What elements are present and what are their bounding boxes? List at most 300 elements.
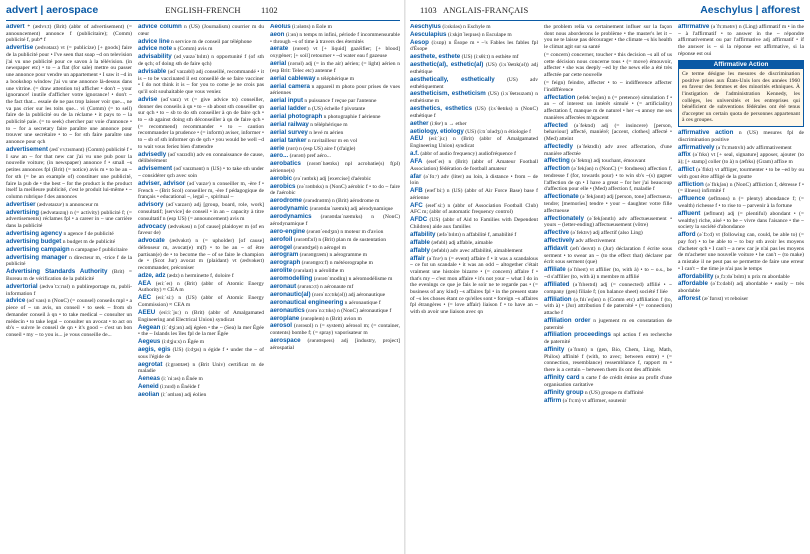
dictionary-entry: [270, 122, 400, 129]
entry-definition: (ɛərəʊdʒel) n aérogel m: [293, 244, 347, 251]
entry-definition: (ɛərəʊˈbætɪks) npl acrobatie(s) f(pl) aérienne(s): [270, 161, 400, 174]
entry-definition: (əˈfɪnɪtɪ) n (gen, Bio, Chem, Ling, Math, Philos) affinité f (with, to avec; between entre) • (= connection, resemblance) ressemblance f, rapport m • there is a certain ~ between them ils ont des affinités: [544, 347, 672, 374]
dictionary-entry: [138, 273, 264, 280]
entry-definition: (æflʊənt) adj (= plentiful) abondant • (= wealthy) riche, aisé • to be ~ vivre dans l'aisance • the ~ society la société d'abondance: [678, 210, 804, 231]
left-section-title: ENGLISH-FRENCH: [165, 5, 241, 15]
dictionary-entry: [410, 232, 538, 239]
dictionary-entry: [270, 284, 400, 291]
dictionary-entry: [544, 297, 672, 317]
entry-definition: n appareil m photo pour prises de vues aériennes: [270, 83, 400, 97]
dictionary-entry: [678, 182, 804, 195]
entry-headword: aerodynamics: [270, 213, 312, 221]
entry-definition: (əˈflɪkt) vt affliger, tourmenter • to be ~ed by ou with gout être affligé de la goutte: [678, 167, 804, 180]
dictionary-entry: [138, 181, 264, 201]
entry-definition: (= feign) feindre, affecter • to ~ indifference affecter l'indifférence: [544, 80, 672, 93]
dictionary-entry: [544, 123, 672, 143]
entry-definition: (iːsɒp) n Ésope m • ~'s Fables les fables fpl d'Ésope: [410, 39, 538, 53]
entry-definition: (ɛərɪ) n (esp US) aire f (d'aigle): [285, 145, 356, 152]
entry-headword: affectively: [544, 237, 575, 245]
entry-headword: aerial ladder: [270, 105, 307, 113]
dictionary-entry: [138, 339, 264, 346]
entry-headword: affliction: [678, 180, 704, 188]
dictionary-entry: [410, 121, 538, 128]
entry-definition: (əˈfɛəʳ) n (= event) affaire f • it was a scandalous ~ ce fut un scandale • it was an odd ~ altogether c'était vraiment une histoire bizarre • (= concern) affaire f • that's my ~ c'est mon affaire • it's not your ~ what I do in the evenings ce que je fais le soir ne te regarde pas • (= business of any kind) ~s affaires fpl • in the present state of ~s les choses étant ce qu'elles sont • foreign ~s affaires fpl étrangères • (= love affair) liaison f • to have an ~ with sb avoir une liaison avec qn: [410, 255, 538, 316]
entry-definition: (ɛəˈrəʊbɪks) n (NonC) aérobic f • to do ~ faire de l'aérobic: [270, 183, 400, 197]
dictionary-entry: [410, 174, 538, 187]
dictionary-entry: [544, 158, 672, 165]
entry-headword: advice column: [138, 24, 182, 30]
entry-headword: AEEU: [138, 308, 156, 316]
entry-definition: n directeur m, -trice f de la publicité: [6, 254, 132, 268]
dictionary-entry: [270, 184, 400, 197]
entry-definition: n (US) mesures fpl de discrimination positive: [678, 129, 804, 143]
entry-definition: (əˈfɪlɪeɪt) vt affilier (to, with à) • to ~ o.s., be ~d s'affilier (to, with à) n membre m affilié: [544, 267, 672, 281]
dictionary-entry: [6, 298, 132, 338]
dictionary-entry: [544, 194, 672, 214]
entry-headword: AFA: [410, 157, 423, 165]
entry-headword: advisement: [138, 165, 173, 173]
entry-definition: (ədˈvaɪzəbl) adj conseillé, recommandé • it is ~ to be vaccinated il est conseillé de se faire vacciner • I do not think it is ~ for you to come je ne crois pas qu'il soit souhaitable que vous veniez: [138, 68, 264, 96]
entry-headword: a.f.: [410, 150, 419, 158]
entry-headword: aerial input: [270, 97, 304, 105]
entry-definition: n jugement m en constatation de paternité: [544, 317, 672, 331]
entry-headword: aero...: [270, 152, 289, 160]
dictionary-entry: [138, 24, 264, 37]
entry-headword: affecting: [544, 157, 570, 165]
dictionary-entry: [410, 248, 538, 255]
entry-headword: advertiser: [6, 200, 36, 208]
dictionary-entry: [270, 106, 400, 113]
entry-definition: n (US) (Journalism) courrier m du cœur: [138, 24, 264, 37]
dictionary-entry: [138, 97, 264, 151]
entry-definition: (ɛərəʊdaɪˈnæmɪks) n (NonC) aérodynamique f: [270, 214, 400, 227]
column-1: [6, 24, 132, 548]
entry-headword: aeroplane: [270, 314, 300, 322]
dictionary-entry: [410, 136, 538, 149]
entry-headword: affability: [410, 230, 436, 238]
entry-definition: (US) (abbr of Aid to Families with Dependent Children) aide aux familles: [410, 217, 538, 230]
entry-definition: (iːˈəʊlɪən) adj éolien: [160, 391, 207, 398]
dictionary-entry: [678, 296, 804, 303]
dictionary-entry: [410, 32, 538, 39]
entry-headword: Aesop: [410, 38, 429, 46]
entry-headword: aesthete, esthete: [410, 53, 461, 61]
dictionary-entry: [270, 214, 400, 227]
entry-definition: (eɪefˈsiː) n (abbr of Association Football Club) AFC m; (abbr of automatic frequency control): [410, 202, 538, 216]
entry-headword: aeronautic(al): [270, 290, 311, 298]
dictionary-entry: [410, 106, 538, 119]
entry-headword: aerial camera: [270, 82, 310, 90]
dictionary-entry: [544, 144, 672, 157]
entry-definition: (æflʊəns) n (= plenty) abondance f; (= wealth) richesse f • to rise to ~ parvenir à la fortune: [678, 196, 804, 209]
entry-definition: (eɪefˈbiː) n (US) (abbr of Air Force Base) base f aérienne: [410, 188, 538, 201]
entry-headword: affiliate: [544, 266, 566, 274]
dictionary-entry: [270, 260, 400, 267]
entry-headword: aesthetically, esthetically: [410, 75, 495, 83]
entry-headword: aerosol: [270, 322, 293, 330]
dictionary-entry: [6, 284, 132, 297]
entry-headword: aerial photograph: [270, 112, 323, 120]
entry-headword: aestheticism, estheticism: [410, 90, 486, 98]
entry-headword: aegis, egis: [138, 346, 171, 354]
entry-headword: aerobics: [270, 182, 296, 190]
entry-definition: (ɛərəˈnɔːtɪks) n (NonC) aéronautique f: [306, 307, 392, 314]
dictionary-entry: [544, 166, 672, 193]
entry-headword: aether: [410, 119, 429, 127]
entry-definition: * (ædvɜːt) (Brit) (abbr of advertisement) (= announcement) annonce f (publicitaire); (Comm) publicité f, pub* f: [6, 24, 132, 44]
dictionary-entry: [270, 138, 400, 145]
entry-definition: (ɛərəʊˈmɒdlɪŋ) n aéromodélisme m: [313, 276, 393, 283]
entry-definition: (ədˈvaɪzərɪ) adj [group, board, role, work] consultatif; [service] de conseil • in an ~ capacity à titre consultatif n (esp US) (= announcement) avis m: [138, 202, 264, 222]
entry-headword: affluence: [678, 195, 706, 203]
dictionary-entry: [410, 203, 538, 216]
entry-definition: (əˈfekʃən) n (NonC) (= fondness) affection f, tendresse f (for, towards pour) • to win sb's ~(s) gagner l'affection de qn • I have a great ~ for her j'ai beaucoup d'affection pour elle • (Med) affection f, maladie f: [544, 166, 672, 193]
dictionary-entry: [138, 281, 264, 294]
dictionary-entry: [410, 188, 538, 201]
dictionary-entry: [544, 318, 672, 331]
page-gutter: [404, 0, 406, 554]
entry-headword: aeolian: [138, 390, 160, 398]
entry-definition: (əˌfɔːdəˈbɪlɪtɪ) n prix m abordable: [714, 273, 790, 280]
column-4: [410, 24, 538, 548]
entry-definition: (ɛərəʊgræm) n aérogramme m: [299, 252, 368, 259]
entry-definition: (ɛərəʊfɔɪl) n (Brit) plan m de sustentation: [293, 236, 386, 243]
entry-definition: n photographie f aérienne: [323, 113, 381, 120]
dictionary-entry: [544, 80, 672, 93]
entry-definition: (əˈfɜːm) vt affirmer, soutenir: [562, 397, 627, 404]
entry-headword: affiliated: [544, 280, 570, 288]
dictionary-entry: [410, 129, 538, 136]
dictionary-entry: [678, 145, 804, 152]
dictionary-entry: [678, 211, 804, 231]
dictionary-entry: [138, 362, 264, 375]
entry-headword: advertising agency: [6, 230, 63, 238]
entry-definition: (iːˈdʒiːən) adj égéen • the ~ (Sea) la mer Égée • the ~ Islands les îles fpl de la mer Égée: [138, 324, 264, 338]
dictionary-entry: [138, 39, 264, 46]
entry-definition: (əˈfɜːmətɪvlɪ) adv affirmativement: [715, 144, 792, 151]
entry-headword: AEU: [410, 135, 424, 143]
entry-headword: aesthetics, esthetics: [410, 105, 473, 113]
entry-headword: aerograph: [270, 259, 301, 267]
entry-definition: (əˈfɜːmətɪv) n (Ling) affirmatif m • in the ~ à l'affirmatif • to answer in the ~ répondre affirmativement ou par l'affirmative adj affirmatif • if the answer is ~ si la réponse est affirmative, si la réponse est oui: [678, 24, 804, 57]
entry-headword: AEA: [138, 279, 152, 287]
entry-headword: aeronaut: [270, 282, 297, 290]
entry-definition: (eɪiːˈeɪ) n (Brit) (abbr of Atomic Energy Authority) ≈ CEA m: [138, 280, 264, 294]
entry-definition: (iːgrəʊtæt) n (Brit Univ) certificat m de maladie: [138, 361, 264, 375]
dictionary-entry: [270, 300, 400, 307]
dictionary-entry: [6, 147, 132, 201]
dictionary-entry: [270, 268, 400, 275]
entry-headword: aerogram: [270, 251, 299, 259]
dictionary-entry: [544, 267, 672, 280]
entry-headword: AFC: [410, 201, 423, 209]
dictionary-entry: [544, 390, 672, 397]
entry-headword: affix: [678, 151, 691, 159]
dictionary-entry: [678, 24, 804, 58]
entry-headword: Aeneid: [138, 383, 159, 391]
entry-headword: advice note: [138, 45, 173, 53]
entry-headword: Aegean: [138, 323, 161, 331]
entry-headword: advisability: [138, 53, 172, 61]
dictionary-entry: [270, 161, 400, 174]
entry-headword: aerogel: [270, 243, 293, 251]
entry-headword: aerodrome: [270, 197, 302, 205]
entry-definition: (ɛərəˈnɔːtɪk(əl)) adj aéronautique: [311, 291, 386, 298]
entry-definition: (ədˈvaɪz) vt (= give advice to) conseiller, donner des conseils à qn • to ~ sb about sth conseiller qn sur qch • to ~ sb to do sth conseiller à qn de faire qch • to ~ sb against doing sth déconseiller à qn de faire qch • (= recommend) recommander • to ~ caution recommander la prudence • (= inform) aviser, informer • to ~ sb of sth informer qn de qch • you would be well ~d to wait vous feriez bien d'attendre: [138, 96, 264, 150]
dictionary-entry: [544, 246, 672, 266]
dictionary-entry: [6, 210, 132, 230]
entry-definition: (əˈfekʃənɪtlɪ) adv affectueusement • yours ~ (letter-ending) affectueusement (vôtre): [544, 215, 672, 229]
dictionary-entry: [138, 310, 264, 323]
entry-definition: (abbr of audio frequency) audiofréquence f: [420, 151, 516, 158]
dictionary-entry: [544, 216, 672, 229]
entry-headword: advertising campaign: [6, 245, 70, 253]
entry-definition: (US) (iːsˈθetɪk(əl)) adj esthétique: [410, 62, 538, 75]
entry-definition: (US) (iːsˈθetɪsɪzəm) n esthétisme m: [410, 91, 538, 105]
entry-headword: affordable: [678, 280, 708, 288]
entry-headword: afford: [678, 231, 696, 239]
entry-headword: advice line: [138, 37, 170, 45]
entry-definition: n téléphérique m: [316, 75, 355, 82]
dictionary-entry: [544, 375, 672, 388]
entry-definition: (ædvətaɪzɪŋ) n (= activity) publicité f; (= advertisements) réclames fpl • a career in ~ une carrière dans la publicité: [6, 209, 132, 230]
dictionary-entry: [138, 347, 264, 360]
entry-headword: aeronautics: [270, 306, 305, 314]
entry-headword: aeon: [270, 30, 285, 38]
entry-headword: affectionately: [544, 214, 584, 222]
entry-definition: (æfekˈteɪʃən) n (= pretence) simulation f • an ~ of interest un intérêt simulé • (= artificiality) affectation f, manque m de naturel • her ~s annoy me ses manières affectées m'agacent: [544, 94, 672, 121]
entry-headword: aerial cableway: [270, 74, 316, 82]
entry-headword: aerobic: [270, 174, 293, 182]
entry-headword: aerie: [270, 144, 285, 152]
column-5: [544, 24, 672, 548]
dictionary-entry: [138, 224, 264, 237]
dictionary-entry: [410, 159, 538, 172]
entry-definition: n ravitailleur m en vol: [307, 137, 358, 144]
entry-headword: aeronautical engineering: [270, 298, 344, 306]
dictionary-entry: [270, 130, 400, 137]
dictionary-entry: [678, 274, 804, 281]
entry-headword: advocate: [138, 237, 165, 245]
dictionary-entry: [410, 217, 538, 230]
entry-headword: adze, adz: [138, 271, 166, 279]
dictionary-entry: [6, 231, 132, 238]
entry-definition: n service m de conseil par téléphone: [171, 38, 252, 45]
entry-definition: (ædˈvɜːtɪsmənt) (Comm) publicité f • I saw an ~ for that new car j'ai vu une pub pour la nouvelle voiture; (in newspaper) annonce f • small ~s petites annonces fpl (Brit) (= notice) avis m • to be an ~ for sth (= be an example of) constituer une publicité, faire la pub de • the best ~ for the product is the product itself la meilleure publicité, c'est le produit lui-même • ~ column rubrique f des annonces: [6, 147, 132, 200]
dictionary-entry: [138, 202, 264, 222]
entry-headword: affirmative action: [678, 128, 734, 136]
dictionary-entry: [270, 32, 400, 45]
entry-definition: (əˈfɔːd) vt (following can, could, be able to) (= pay for) • to be able to ~ to buy sth avoir les moyens d'acheter qch • I can't ~ a new car je n'ai pas les moyens de m'acheter une nouvelle voiture • he can't ~ (to make) a mistake il ne peut pas se permettre de faire une erreur • I can't ~ the time je n'ai pas le temps: [678, 232, 804, 272]
entry-definition: (iːθəʳ) n → ether: [429, 120, 467, 127]
dictionary-entry: [138, 376, 264, 383]
entry-definition: (Brit) = Bureau m de vérification de la publicité: [6, 269, 132, 282]
entry-headword: affinity group: [544, 388, 584, 396]
entry-definition: (ædvətaɪz) vt (= publicize) [+ goods] faire de la publicité pour • I've seen that soap ~d on television j'ai vu une publicité pour ce savon à la télévision. (in newspaper etc) • to ~ a flat (for sale) mettre ou passer une annonce pour vendre un appartement • I saw it ~d in a bookshop window j'ai vu une annonce là-dessus dans une vitrine. (= draw attention to) afficher • don't ~ your ignorance! inutile d'afficher votre ignorance! • don't ~ the fact that... essaie de ne pas trop laisser voir que..., ne va pas crier sur les toits que... vi (Comm) (= to sell) faire de la publicité ou de la réclame • it pays to ~ la publicité paie. (= to seek) chercher par voie d'annonce • to ~ for a secretary faire paraître une annonce pour trouver une secrétaire • to ~ for sth faire paraître une annonce pour qch: [6, 45, 132, 146]
entry-definition: (əˈfɑːʳ) adv (liter) au loin, à distance • from ~ de loin: [410, 173, 538, 187]
dictionary-entry: [6, 45, 132, 146]
dictionary-entry: [410, 40, 538, 53]
dictionary-entry: [6, 255, 132, 268]
dictionary-entry: [270, 198, 400, 205]
entry-headword: affectionate: [544, 193, 579, 201]
entry-definition: (US) (iːsˈθetɪks) n (NonC) esthétique f: [410, 106, 538, 119]
entry-headword: adviser, advisor: [138, 179, 186, 187]
right-page-header: [410, 4, 804, 20]
dictionary-entry: [138, 238, 264, 272]
box-title: Affirmative Action: [679, 61, 803, 70]
entry-definition: (əˈfektɪd) adj (= insincere) [person, behaviour] affecté, maniéré; [accent, clothes] affecté • (Med) atteint: [544, 122, 672, 142]
entry-definition: (ɛərəʊˈendʒɪn) n moteur m d'avion: [306, 228, 384, 235]
dictionary-entry: [678, 232, 804, 272]
entry-headword: affectedly: [544, 142, 573, 150]
entry-headword: aetiology, etiology: [410, 127, 464, 135]
entry-headword: aegrotat: [138, 360, 163, 368]
entry-headword: advertise: [6, 44, 34, 52]
entry-definition: (= concern) concerner, toucher • this decision ~s all of us cette décision nous concerne tous • (= move) émouvoir, affecter • she was deeply ~ed by the news elle a été très affectée par cette nouvelle: [544, 52, 672, 79]
dictionary-entry: [138, 166, 264, 179]
entry-headword: affected: [544, 121, 568, 129]
entry-headword: advisory: [138, 201, 164, 209]
entry-definition: (əˈfektɪv) adj affectif (also Ling): [570, 230, 643, 237]
dictionary-entry: [270, 276, 400, 283]
dictionary-entry: [6, 247, 132, 254]
entry-headword: advertorial: [6, 282, 38, 290]
entry-headword: aerate: [270, 45, 289, 53]
entry-definition: (eɪiːiːˈjuː) n (Brit) (abbr of Amalgamated Engineering and Electrical Union) syndicat: [138, 309, 264, 323]
entry-definition: (ɛərəlaɪt) n aérolithe m: [293, 268, 344, 275]
right-header-rule: [410, 20, 804, 21]
entry-headword: aerospace: [270, 337, 301, 345]
entry-headword: aerial survey: [270, 128, 308, 136]
entry-definition: n budget m de publicité: [62, 238, 116, 245]
entry-definition: n agence f de publicité: [63, 231, 114, 238]
dictionary-entry: [544, 24, 672, 51]
entry-headword: aerodynamic: [270, 205, 309, 213]
entry-headword: aero-engine: [270, 227, 306, 235]
entry-definition: (ɛərənɔːt) n aéronaute mf: [297, 283, 354, 290]
entry-definition: (æfəˈbɪlɪtɪ) n affabilité f, amabilité f: [436, 231, 517, 238]
entry-headword: affinity: [544, 346, 565, 354]
dictionary-entry: [270, 76, 400, 83]
entry-definition: (iːskɪləs) n Eschyle m: [442, 24, 491, 30]
left-header-rule: [6, 20, 400, 21]
dictionary-entry: [678, 196, 804, 209]
dictionary-entry: [544, 238, 672, 245]
entry-definition: n campagne f publicitaire: [71, 246, 128, 253]
entry-definition: (iːnɪɪd) n Énéide f: [160, 384, 200, 391]
entry-definition: (æfəbl) adj affable, aimable: [431, 239, 493, 246]
dictionary-entry: [270, 98, 400, 105]
entry-headword: advertising budget: [6, 237, 62, 245]
entry-definition: (æfəblɪ) adv avec affabilité, aimablement: [431, 247, 523, 254]
entry-headword: affirmative: [678, 24, 710, 30]
dictionary-entry: [6, 269, 132, 282]
entry-definition: (iːdʒjuːs) n Égée m: [161, 339, 205, 346]
entry-headword: aerolite: [270, 267, 293, 275]
entry-definition: (iːələʊs) n Éole m: [292, 24, 332, 30]
left-running-headwords: advert | aerospace: [6, 4, 99, 16]
entry-definition: (US) (iːtɪˈɒlədʒɪ) n étiologie f: [465, 128, 531, 135]
entry-definition: n (US) groupe m d'affinité: [584, 389, 644, 396]
dictionary-entry: [678, 281, 804, 294]
entry-definition: (eɪiːˈjuː) n (Brit) (abbr of Amalgamated Engineering Union) syndicat: [410, 136, 538, 150]
entry-headword: advice: [6, 297, 26, 305]
entry-headword: advertising manager: [6, 253, 68, 261]
entry-headword: aeromodelling: [270, 275, 313, 283]
dictionary-entry: [138, 325, 264, 338]
left-page-number: 1102: [261, 5, 278, 15]
entry-definition: (eɪiːˈsiː) n (US) (abbr of Atomic Energy Commission) ≈ CEA m: [138, 295, 264, 309]
dictionary-entry: [270, 61, 400, 74]
entry-definition: (ædvəˈtɔːrɪəl) n publireportage m, publi-information f: [6, 283, 132, 297]
dictionary-entry: [544, 282, 672, 295]
dictionary-entry: [678, 167, 804, 180]
dictionary-entry: [138, 384, 264, 391]
entry-headword: affable: [410, 238, 430, 246]
entry-headword: advocacy: [138, 222, 167, 230]
entry-definition: the problem relia va certainement influer sur la façon dont nous aborderons le problème • the master's let it ~ you ne te laisse pas décourager • the climate ~s his health le climat agit sur sa santé: [544, 24, 672, 51]
dictionary-entry: [270, 237, 400, 244]
dictionary-entry: [138, 295, 264, 308]
entry-headword: affirmatively: [678, 143, 715, 151]
entry-definition: (əˈfektɪŋ) adj touchant, émouvant: [571, 158, 646, 165]
right-section-title: ANGLAIS-FRANÇAIS: [443, 5, 529, 15]
entry-definition: npl action f en recherche de paternité: [544, 332, 672, 346]
entry-headword: advisedly: [138, 150, 167, 158]
right-page-number: 1103: [420, 5, 437, 15]
dictionary-entry: [270, 323, 400, 336]
dictionary-entry: [270, 114, 400, 121]
dictionary-entry: [678, 152, 804, 165]
entry-definition: (US) (iːdʒɪs) n égide f • under the ~ of sous l'égide de: [138, 347, 264, 360]
entry-headword: afflict: [678, 166, 695, 174]
entry-headword: AFDC: [410, 216, 428, 224]
entry-definition: (əˌfɪlɪˈeɪʃən) n (Comm etc) affiliation f (to, with à) • (Jur) attribution f de paternité • (= connection) attache f: [544, 296, 672, 316]
entry-definition: (ədˈvaɪs) n (NonC) (= counsel) conseils mpl • a piece of ~ un avis, un conseil • to seek ~ from sb demander conseil à qn • to take medical ~ consulter un médecin • to take legal ~ consulter un avocat • to act on sb's ~ suivre le conseil de qn • it's good ~ c'est un bon conseil • my ~ to you is... je vous conseille de...: [6, 298, 132, 338]
dictionary-entry: [270, 316, 400, 323]
entry-definition: (əˈfɪks) vt [+ seal, signature] apposer, ajouter (to à); [+ stamp] coller (to à) n (æfɪks) (Gram) affixe m: [678, 152, 804, 166]
entry-definition: (ɛərəʊdaɪˈnæmɪk) adj aérodynamique: [309, 206, 393, 213]
entry-headword: aerofoil: [270, 235, 293, 243]
entry-headword: affably: [410, 246, 430, 254]
entry-definition: (US) adv esthétiquement: [410, 76, 538, 90]
dictionary-entry: [270, 229, 400, 236]
dictionary-entry: [270, 24, 400, 31]
entry-headword: Aeschylus: [410, 24, 441, 30]
entry-definition: (əˈfɔːdəbl) adj abordable • easily ~ très abordable: [678, 281, 804, 295]
entry-headword: affective: [544, 229, 570, 237]
entry-definition: n levé m aérien: [309, 129, 344, 136]
entry-headword: affordability: [678, 272, 714, 280]
dictionary-entry: [270, 252, 400, 259]
dictionary-entry: [544, 398, 672, 405]
dictionary-entry: [410, 24, 538, 31]
entry-definition: n téléphérique m: [310, 121, 348, 128]
entry-definition: (eɪefˈeɪ) n (Brit) (abbr of Amateur Football Association) fédération de football amateur: [410, 158, 538, 172]
entry-headword: aesthetic(al), esthetic(al): [410, 61, 484, 69]
entry-definition: (ɛərɪəl) adj (= in the air) aérien; (= light) aérien n (esp Brit: Telec etc) antenne f: [270, 61, 400, 74]
entry-headword: aerial: [270, 60, 287, 68]
entry-headword: affinity card: [544, 374, 580, 382]
entry-definition: (ædz) n herminette f, doloire f: [166, 272, 234, 279]
entry-definition: (iːˈniːəs) n Énée m: [161, 376, 203, 383]
entry-headword: Aegeus: [138, 338, 161, 346]
entry-headword: Aesculapius: [410, 30, 447, 38]
dictionary-entry: [138, 152, 264, 165]
entry-definition: (əˈfektɪdlɪ) adv avec affectation, d'une manière affectée: [544, 143, 672, 157]
column-3: [270, 24, 400, 548]
